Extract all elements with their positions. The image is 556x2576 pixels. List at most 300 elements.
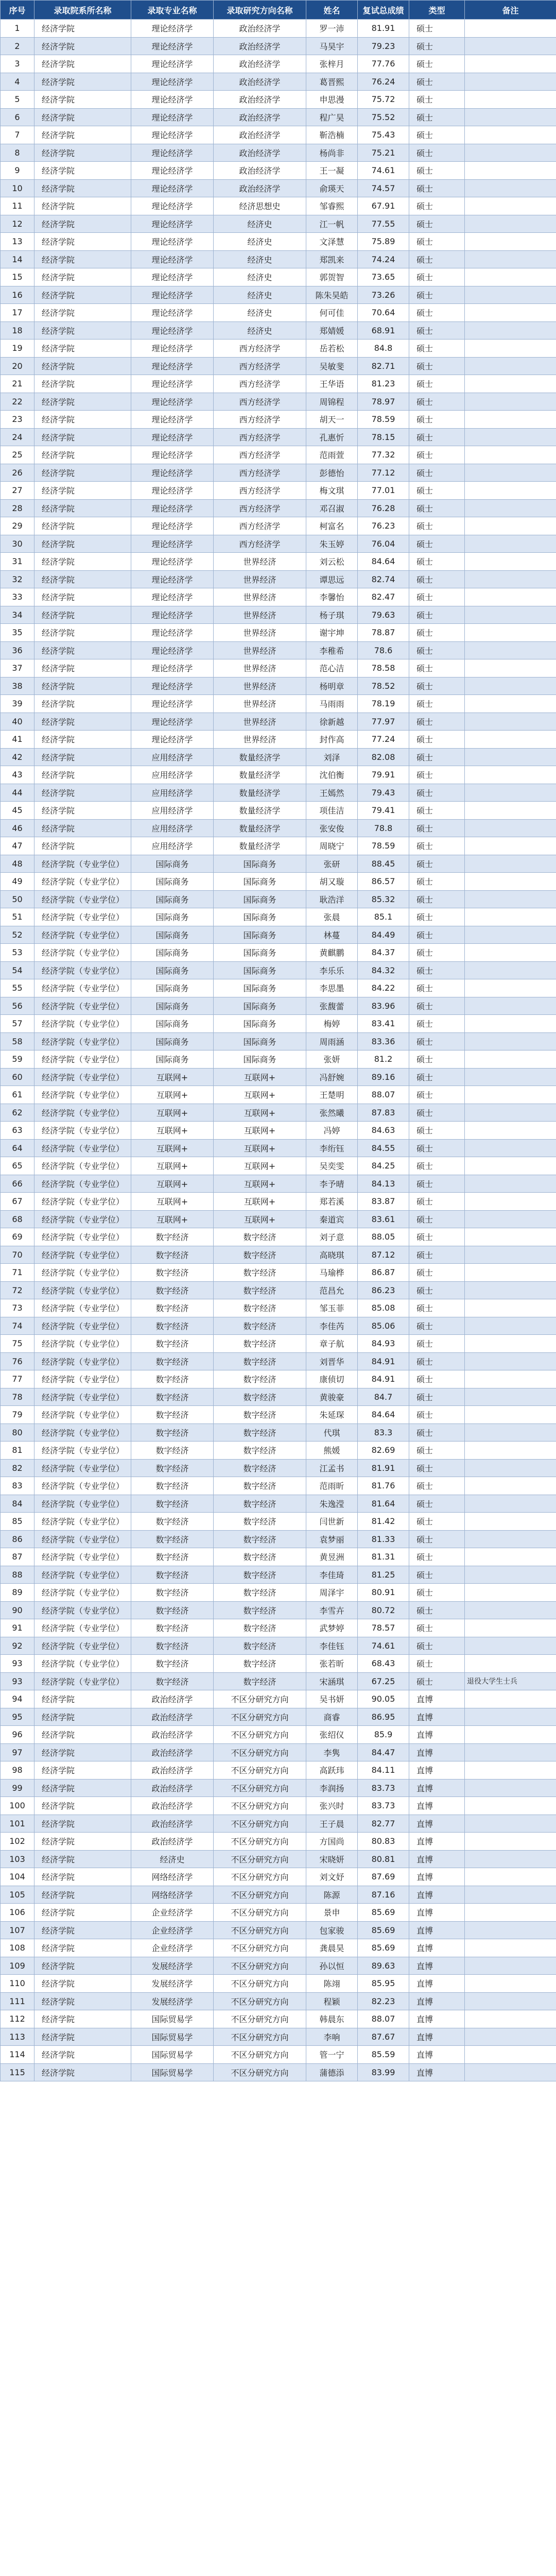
remark-cell [465,1068,556,1086]
index-cell: 47 [1,837,34,855]
major-cell: 数字经济 [131,1601,214,1619]
header-cell-name: 姓名 [306,1,358,20]
type-cell: 硕士 [409,73,465,91]
remark-cell [465,926,556,944]
index-cell: 30 [1,535,34,553]
name-cell: 程颖 [306,1992,358,2010]
department-cell: 经济学院 [34,624,131,642]
major-cell: 理论经济学 [131,446,214,464]
remark-cell [465,695,556,713]
score-cell: 75.52 [358,108,409,126]
index-cell: 99 [1,1779,34,1797]
department-cell: 经济学院 [34,1904,131,1922]
score-cell: 87.67 [358,2028,409,2046]
direction-cell: 数字经济 [214,1513,306,1531]
direction-cell: 国际商务 [214,926,306,944]
major-cell: 理论经济学 [131,321,214,340]
type-cell: 硕士 [409,55,465,73]
score-cell: 83.73 [358,1797,409,1815]
score-cell: 81.33 [358,1530,409,1548]
department-cell: 经济学院 [34,91,131,109]
table-body [1,20,556,2081]
index-cell: 86 [1,1530,34,1548]
remark-cell [465,1797,556,1815]
score-cell: 73.26 [358,286,409,304]
department-cell: 经济学院 [34,144,131,162]
department-cell: 经济学院 [34,766,131,784]
major-cell: 数字经济 [131,1619,214,1637]
major-cell: 政治经济学 [131,1797,214,1815]
score-cell: 81.31 [358,1548,409,1566]
index-cell: 28 [1,499,34,517]
score-cell: 84.64 [358,1406,409,1424]
direction-cell: 西方经济学 [214,375,306,393]
table-row [1,1761,556,1780]
type-cell: 硕士 [409,1406,465,1424]
direction-cell: 数字经济 [214,1442,306,1460]
remark-cell [465,1530,556,1548]
table-row [1,2046,556,2064]
department-cell: 经济学院 [34,1815,131,1833]
remark-cell [465,1423,556,1442]
index-cell: 15 [1,268,34,286]
index-cell: 100 [1,1797,34,1815]
type-cell: 硕士 [409,802,465,820]
direction-cell: 经济史 [214,250,306,268]
type-cell: 硕士 [409,926,465,944]
index-cell: 2 [1,37,34,55]
type-cell: 硕士 [409,304,465,322]
type-cell: 硕士 [409,144,465,162]
table-row [1,553,556,571]
direction-cell: 世界经济 [214,659,306,677]
table-row [1,321,556,340]
table-row [1,1122,556,1140]
table-row [1,375,556,393]
department-cell: 经济学院 [34,1939,131,1957]
department-cell: 经济学院 [34,411,131,429]
remark-cell [465,713,556,731]
major-cell: 政治经济学 [131,1690,214,1708]
major-cell: 国际商务 [131,926,214,944]
department-cell: 经济学院（专业学位） [34,1335,131,1353]
type-cell: 硕士 [409,1050,465,1069]
major-cell: 数字经济 [131,1548,214,1566]
score-cell: 75.72 [358,91,409,109]
index-cell: 103 [1,1850,34,1868]
score-cell: 81.23 [358,375,409,393]
direction-cell: 政治经济学 [214,37,306,55]
major-cell: 数字经济 [131,1637,214,1655]
name-cell: 何可佳 [306,304,358,322]
department-cell: 经济学院 [34,1957,131,1975]
remark-cell [465,1495,556,1513]
major-cell: 理论经济学 [131,570,214,588]
name-cell: 李思墨 [306,979,358,997]
major-cell: 理论经济学 [131,55,214,73]
index-cell: 93 [1,1672,34,1690]
direction-cell: 政治经济学 [214,179,306,197]
department-cell: 经济学院 [34,1992,131,2010]
score-cell: 79.91 [358,766,409,784]
department-cell: 经济学院（专业学位） [34,997,131,1015]
department-cell: 经济学院 [34,641,131,659]
name-cell: 王子晨 [306,1815,358,1833]
department-cell: 经济学院 [34,20,131,38]
department-cell: 经济学院 [34,659,131,677]
direction-cell: 数字经济 [214,1530,306,1548]
index-cell: 65 [1,1157,34,1175]
type-cell: 硕士 [409,179,465,197]
direction-cell: 不区分研究方向 [214,1939,306,1957]
index-cell: 78 [1,1388,34,1406]
table-row [1,961,556,979]
major-cell: 应用经济学 [131,802,214,820]
direction-cell: 西方经济学 [214,446,306,464]
major-cell: 理论经济学 [131,286,214,304]
direction-cell: 互联网+ [214,1210,306,1228]
type-cell: 硕士 [409,553,465,571]
major-cell: 互联网+ [131,1139,214,1157]
score-cell: 84.91 [358,1352,409,1370]
direction-cell: 政治经济学 [214,55,306,73]
major-cell: 国际商务 [131,944,214,962]
major-cell: 理论经济学 [131,411,214,429]
remark-cell [465,535,556,553]
index-cell: 38 [1,677,34,695]
remark-cell [465,1406,556,1424]
name-cell: 高跃玮 [306,1761,358,1780]
score-cell: 78.8 [358,819,409,837]
major-cell: 理论经济学 [131,713,214,731]
name-cell: 章子航 [306,1335,358,1353]
type-cell: 直博 [409,2063,465,2081]
index-cell: 27 [1,482,34,500]
score-cell: 81.2 [358,1050,409,1069]
name-cell: 吴敏斐 [306,357,358,375]
remark-cell [465,890,556,908]
index-cell: 64 [1,1139,34,1157]
score-cell: 78.52 [358,677,409,695]
type-cell: 硕士 [409,1370,465,1388]
table-row [1,1246,556,1264]
index-cell: 87 [1,1548,34,1566]
direction-cell: 不区分研究方向 [214,2046,306,2064]
index-cell: 22 [1,393,34,411]
remark-cell [465,606,556,624]
score-cell: 82.71 [358,357,409,375]
index-cell: 5 [1,91,34,109]
major-cell: 应用经济学 [131,748,214,766]
score-cell: 74.24 [358,250,409,268]
remark-cell [465,428,556,446]
remark-cell [465,375,556,393]
major-cell: 应用经济学 [131,819,214,837]
table-row [1,1815,556,1833]
name-cell: 张研 [306,855,358,873]
type-cell: 硕士 [409,588,465,606]
remark-cell [465,1210,556,1228]
index-cell: 55 [1,979,34,997]
score-cell: 83.73 [358,1779,409,1797]
table-row [1,1850,556,1868]
remark-cell [465,73,556,91]
table-row [1,1690,556,1708]
table-row [1,624,556,642]
name-cell: 李润扬 [306,1779,358,1797]
name-cell: 杨子琪 [306,606,358,624]
direction-cell: 不区分研究方向 [214,2028,306,2046]
score-cell: 84.7 [358,1388,409,1406]
index-cell: 23 [1,411,34,429]
name-cell: 冯舒婉 [306,1068,358,1086]
remark-cell [465,944,556,962]
department-cell: 经济学院 [34,1726,131,1744]
score-cell: 77.24 [358,731,409,749]
header-cell-major: 录取专业名称 [131,1,214,20]
remark-cell [465,553,556,571]
type-cell: 硕士 [409,961,465,979]
index-cell: 98 [1,1761,34,1780]
remark-cell [465,1957,556,1975]
name-cell: 申思漫 [306,91,358,109]
name-cell: 李绗钰 [306,1139,358,1157]
direction-cell: 数字经济 [214,1406,306,1424]
direction-cell: 西方经济学 [214,428,306,446]
major-cell: 理论经济学 [131,428,214,446]
index-cell: 76 [1,1352,34,1370]
index-cell: 21 [1,375,34,393]
name-cell: 康侦切 [306,1370,358,1388]
type-cell: 硕士 [409,1015,465,1033]
major-cell: 数字经济 [131,1246,214,1264]
index-cell: 39 [1,695,34,713]
department-cell: 经济学院 [34,588,131,606]
direction-cell: 不区分研究方向 [214,1761,306,1780]
remark-cell [465,393,556,411]
table-row [1,1726,556,1744]
type-cell: 直博 [409,1743,465,1761]
score-cell: 78.87 [358,624,409,642]
name-cell: 孔惠忻 [306,428,358,446]
remark-cell [465,2010,556,2028]
table-row [1,1086,556,1104]
name-cell: 周晓宁 [306,837,358,855]
remark-cell [465,446,556,464]
remark-cell [465,1157,556,1175]
index-cell: 54 [1,961,34,979]
direction-cell: 西方经济学 [214,357,306,375]
table-row [1,1637,556,1655]
direction-cell: 西方经济学 [214,464,306,482]
index-cell: 36 [1,641,34,659]
score-cell: 81.25 [358,1566,409,1584]
table-row [1,606,556,624]
type-cell: 硕士 [409,1601,465,1619]
table-row [1,482,556,500]
remark-cell [465,1601,556,1619]
table-row [1,979,556,997]
type-cell: 硕士 [409,464,465,482]
table-row [1,215,556,233]
table-row [1,535,556,553]
direction-cell: 互联网+ [214,1122,306,1140]
direction-cell: 西方经济学 [214,340,306,358]
score-cell: 74.61 [358,1637,409,1655]
score-cell: 85.9 [358,1726,409,1744]
name-cell: 沈伯衡 [306,766,358,784]
index-cell: 57 [1,1015,34,1033]
major-cell: 应用经济学 [131,766,214,784]
name-cell: 景申 [306,1904,358,1922]
table-row [1,1513,556,1531]
name-cell: 范雨昕 [306,1477,358,1495]
score-cell: 85.06 [358,1317,409,1335]
name-cell: 张安俊 [306,819,358,837]
table-row [1,855,556,873]
major-cell: 理论经济学 [131,126,214,144]
score-cell: 89.16 [358,1068,409,1086]
index-cell: 26 [1,464,34,482]
type-cell: 硕士 [409,1175,465,1193]
department-cell: 经济学院 [34,108,131,126]
index-cell: 24 [1,428,34,446]
name-cell: 宋晓妍 [306,1850,358,1868]
score-cell: 85.1 [358,908,409,926]
remark-cell [465,1939,556,1957]
name-cell: 梅文琪 [306,482,358,500]
index-cell: 81 [1,1442,34,1460]
department-cell: 经济学院 [34,819,131,837]
name-cell: 宋涵琪 [306,1672,358,1690]
major-cell: 数字经济 [131,1655,214,1673]
table-row [1,1281,556,1299]
score-cell: 85.59 [358,2046,409,2064]
index-cell: 11 [1,197,34,215]
direction-cell: 世界经济 [214,713,306,731]
direction-cell: 政治经济学 [214,144,306,162]
major-cell: 国际商务 [131,979,214,997]
department-cell: 经济学院（专业学位） [34,1246,131,1264]
remark-cell [465,1459,556,1477]
type-cell: 硕士 [409,1157,465,1175]
major-cell: 数字经济 [131,1352,214,1370]
index-cell: 40 [1,713,34,731]
department-cell: 经济学院 [34,393,131,411]
direction-cell: 数字经济 [214,1655,306,1673]
index-cell: 62 [1,1104,34,1122]
index-cell: 101 [1,1815,34,1833]
direction-cell: 数字经济 [214,1246,306,1264]
score-cell: 75.43 [358,126,409,144]
name-cell: 陈朱昊皓 [306,286,358,304]
remark-cell [465,802,556,820]
index-cell: 74 [1,1317,34,1335]
score-cell: 88.05 [358,1228,409,1246]
table-row [1,1939,556,1957]
department-cell: 经济学院（专业学位） [34,1530,131,1548]
name-cell: 孙以恒 [306,1957,358,1975]
type-cell: 硕士 [409,1619,465,1637]
name-cell: 周雨涵 [306,1032,358,1050]
major-cell: 数字经济 [131,1442,214,1460]
remark-cell [465,499,556,517]
direction-cell: 世界经济 [214,731,306,749]
major-cell: 数字经济 [131,1299,214,1317]
type-cell: 直博 [409,1815,465,1833]
score-cell: 77.32 [358,446,409,464]
direction-cell: 数量经济学 [214,819,306,837]
remark-cell [465,517,556,535]
remark-cell [465,641,556,659]
major-cell: 理论经济学 [131,517,214,535]
department-cell: 经济学院 [34,1868,131,1886]
name-cell: 刘云松 [306,553,358,571]
remark-cell [465,659,556,677]
table-row [1,20,556,38]
direction-cell: 不区分研究方向 [214,1743,306,1761]
index-cell: 12 [1,215,34,233]
department-cell: 经济学院 [34,37,131,55]
type-cell: 硕士 [409,1122,465,1140]
index-cell: 34 [1,606,34,624]
remark-cell [465,1708,556,1726]
type-cell: 硕士 [409,126,465,144]
remark-cell [465,1352,556,1370]
score-cell: 88.07 [358,1086,409,1104]
remark-cell [465,1442,556,1460]
direction-cell: 国际商务 [214,890,306,908]
type-cell: 硕士 [409,499,465,517]
direction-cell: 世界经济 [214,677,306,695]
major-cell: 理论经济学 [131,535,214,553]
name-cell: 吴奕雯 [306,1157,358,1175]
direction-cell: 世界经济 [214,570,306,588]
major-cell: 理论经济学 [131,624,214,642]
type-cell: 硕士 [409,677,465,695]
type-cell: 硕士 [409,695,465,713]
name-cell: 刘文妤 [306,1868,358,1886]
department-cell: 经济学院 [34,1833,131,1851]
department-cell: 经济学院 [34,250,131,268]
table-row [1,144,556,162]
type-cell: 硕士 [409,1637,465,1655]
index-cell: 45 [1,802,34,820]
department-cell: 经济学院 [34,695,131,713]
type-cell: 硕士 [409,1299,465,1317]
table-row [1,1904,556,1922]
major-cell: 理论经济学 [131,588,214,606]
major-cell: 政治经济学 [131,1761,214,1780]
table-row [1,1886,556,1904]
score-cell: 84.8 [358,340,409,358]
remark-cell [465,1335,556,1353]
direction-cell: 政治经济学 [214,20,306,38]
direction-cell: 西方经济学 [214,482,306,500]
remark-cell [465,1850,556,1868]
remark-cell: 退役大学生士兵 [465,1672,556,1690]
table-row [1,641,556,659]
table-row [1,873,556,891]
type-cell: 硕士 [409,1584,465,1602]
major-cell: 发展经济学 [131,1957,214,1975]
index-cell: 4 [1,73,34,91]
index-cell: 106 [1,1904,34,1922]
score-cell: 84.49 [358,926,409,944]
index-cell: 115 [1,2063,34,2081]
remark-cell [465,55,556,73]
name-cell: 张若昕 [306,1655,358,1673]
